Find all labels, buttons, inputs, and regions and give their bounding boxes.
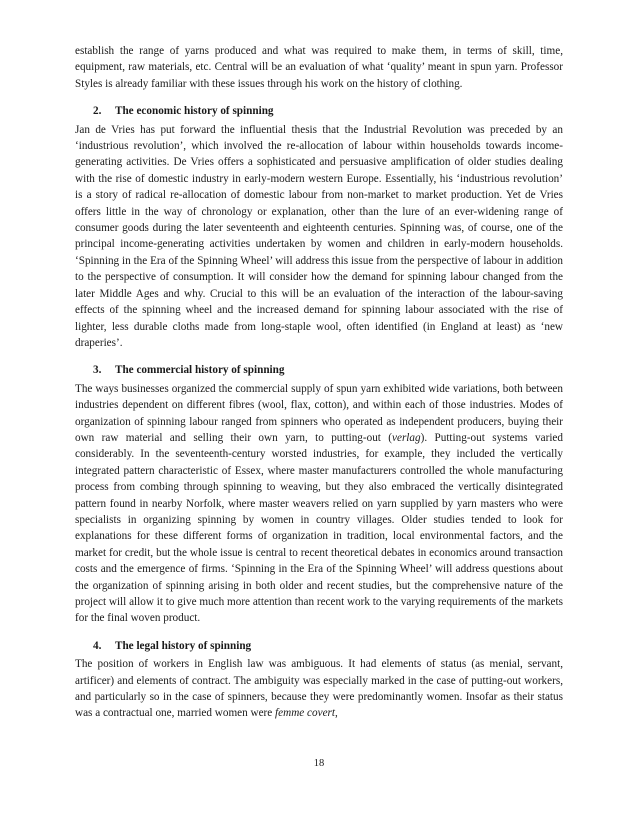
legal-history-paragraph — [75, 656, 563, 722]
document-page — [75, 43, 563, 722]
commercial-history-paragraph — [75, 381, 563, 627]
italic-term-verlag: verlag — [392, 431, 421, 444]
italic-term-femme-covert: femme covert — [275, 707, 335, 720]
section-title: The legal history of spinning — [115, 639, 252, 652]
paragraph-text: , — [335, 707, 338, 720]
section-title: The commercial history of spinning — [115, 364, 285, 377]
section-title: The economic history of spinning — [115, 105, 274, 118]
section-heading-commercial — [93, 362, 563, 378]
page-number: 18 — [313, 758, 325, 769]
section-number: 2. — [93, 105, 102, 118]
section-heading-legal — [93, 638, 563, 654]
section-heading-economic — [93, 103, 563, 119]
paragraph-text: ). Putting-out systems varied considerably. In the seventeenth-century worsted industries, for example, they included the vertically integrated pattern characteristic of Essex, where master manufacturers controlled the whole manufacturing process from combing through spinning to weaving, but they also embraced the vertically disintegrated pattern found in nearby Norfolk, where master weavers relied on yarn supplied by yarn masters who were specialists in organizing spinning by women in country villages. Older studies tended to look for explanations for these different forms of organization in tradition, local environmental factors, and the market for credit, but the whole issue is central to recent theoretical debates in economics around transaction costs and the emergence of firms. ‘Spinning in the Era of the Spinning Wheel’ will address questions about the organization of spinning arising in both older and recent studies, but the comprehensive nature of the project will allow it to give much more attention than recent work to the varying requirements of the markets for the final woven product. — [75, 431, 563, 625]
section-number: 4. — [93, 639, 102, 652]
section-number: 3. — [93, 364, 102, 377]
paragraph-text: The ways businesses organized the commercial supply of spun yarn exhibited wide variations, both between industries dependent on different fibres (wool, flax, cotton), and within each of those industries. Modes of organization of spinning labour ranged from spinners who operated as independent producers, buying their own raw material and selling their own yarn, to putting-out ( — [75, 382, 563, 444]
paragraph-text: The position of workers in English law was ambiguous. It had elements of status (as menial, servant, artificer) and elements of contract. The ambiguity was especially marked in the case of putting-out workers, and particularly so in the case of spinners, because they were predominantly women. Insofar as their status was a contractual one, married women were — [75, 658, 563, 720]
economic-history-paragraph: Jan de Vries has put forward the influential thesis that the Industrial Revolution was preceded by an ‘industrious revolution’, which involved the re-allocation of labour within households towards income-generating activities. De Vries offers a sophisticated and persuasive amplification of older studies dealing with the rise of domestic industry in early-modern western Europe. Essentially, his ‘industrious revolution’ is a story of radical re-allocation of domestic labour from non-market to market production. Yet de Vries offers little in the way of chronology or explanation, other than the lure of an ever-widening range of consumer goods during the later seventeenth and eighteenth centuries. Spinning was, of course, one of the principal income-generating activities undertaken by women and children in early-modern households. ‘Spinning in the Era of the Spinning Wheel’ will address this issue from the perspective of labour in addition to the perspective of consumption. It will consider how the demand for spinning labour changed from the later Middle Ages and why. Crucial to this will be an evaluation of the interaction of the labour-saving effects of the spinning wheel and the increased demand for spinning labour associated with the rise of lighter, less durable cloths made from long-staple wool, often identified (in England at least) as ‘new draperies’. — [75, 123, 563, 349]
intro-paragraph: establish the range of yarns produced and what was required to make them, in terms of skill, time, equipment, raw materials, etc. Central will be an evaluation of what ‘quality’ meant in spun yarn. Professor Styles is already familiar with these issues through his work on the history of clothing. — [75, 45, 563, 90]
